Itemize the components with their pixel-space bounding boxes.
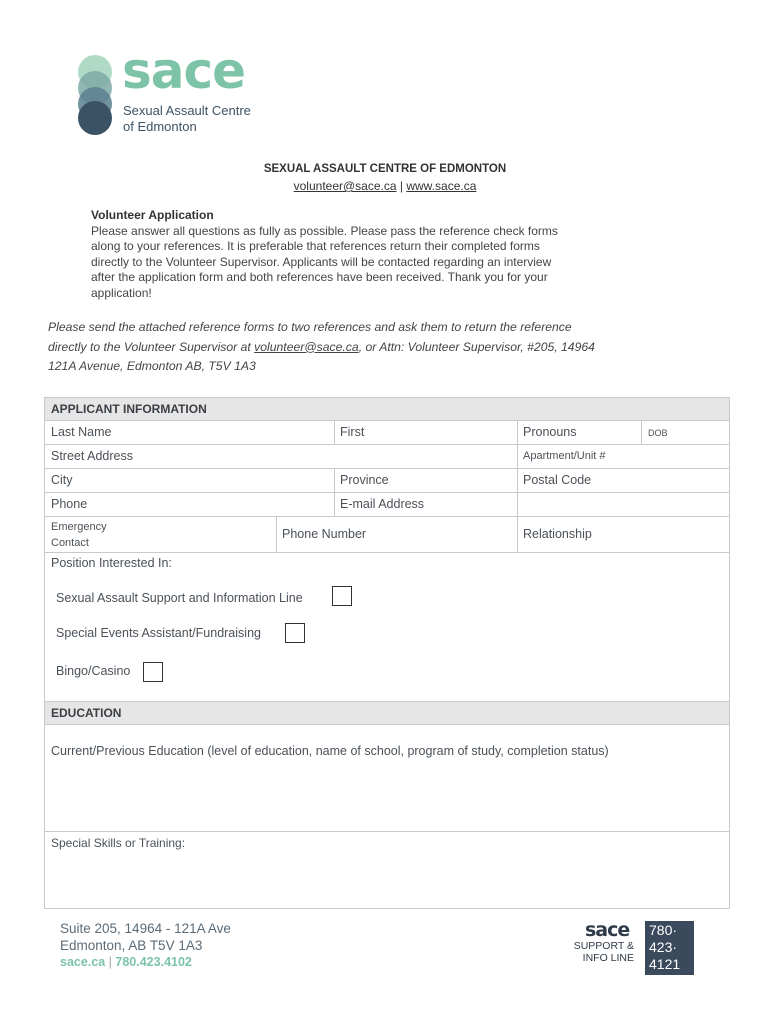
form-title: Volunteer Application [91, 208, 214, 222]
footer-support-label: SUPPORT & INFO LINE [573, 940, 634, 964]
position-option-label: Sexual Assault Support and Information Line [56, 591, 303, 605]
logo-wordmark: sace [122, 42, 246, 100]
apartment-field[interactable]: Apartment/Unit # [523, 450, 606, 462]
intro-paragraph: Volunteer Application Please answer all questions as fully as possible. Please pass the reference check forms along to your references. It is preferable that references return their completed forms directly to the Volunteer Supervisor. Applicants will be contacted regarding an interview after the application form and both references have been received. Thank you for your application! [91, 208, 651, 302]
emergency-phone-field[interactable]: Phone Number [282, 527, 367, 541]
email-field[interactable]: E-mail Address [340, 497, 425, 511]
position-option-label: Bingo/Casino [56, 664, 131, 678]
contact-line: volunteer@sace.ca | www.sace.ca [293, 179, 477, 193]
street-address-field[interactable]: Street Address [51, 449, 133, 463]
bingo-casino-checkbox[interactable] [143, 662, 163, 682]
email-link[interactable]: volunteer@sace.ca [293, 179, 397, 193]
footer-support-number: 780· 423· 4121 [645, 921, 694, 975]
website-link[interactable]: www.sace.ca [406, 179, 477, 193]
last-name-field[interactable]: Last Name [51, 425, 112, 439]
city-field[interactable]: City [51, 473, 73, 487]
phone-field[interactable]: Phone [51, 497, 88, 511]
relationship-field[interactable]: Relationship [523, 527, 592, 541]
first-name-field[interactable]: First [340, 425, 365, 439]
logo-subtitle: Sexual Assault Centre of Edmonton [123, 103, 251, 134]
education-section-header: EDUCATION [45, 702, 729, 725]
position-option-label: Special Events Assistant/Fundraising [56, 626, 261, 640]
special-events-checkbox[interactable] [285, 623, 305, 643]
organization-title: SEXUAL ASSAULT CENTRE OF EDMONTON [263, 163, 507, 175]
education-field[interactable]: Current/Previous Education (level of education, name of school, program of study, completion status) [51, 744, 609, 758]
footer-brand: sace [585, 919, 630, 941]
footer-web-phone: sace.ca | 780.423.4102 [60, 955, 192, 969]
emergency-contact-field[interactable]: Emergency Contact [51, 521, 107, 549]
dob-field[interactable]: DOB [648, 428, 668, 438]
supervisor-email-link[interactable]: volunteer@sace.ca [254, 339, 359, 354]
applicant-section-header: APPLICANT INFORMATION [45, 398, 729, 421]
skills-field[interactable]: Special Skills or Training: [51, 836, 186, 850]
application-form [44, 397, 730, 909]
pronouns-field[interactable]: Pronouns [523, 425, 577, 439]
support-line-checkbox[interactable] [332, 586, 352, 606]
province-field[interactable]: Province [340, 473, 389, 487]
reference-instructions: Please send the attached reference forms to two references and ask them to return the reference directly to the Volunteer Supervisor at volunteer@sace.ca, or Attn: Volunteer Supervisor, #205, 14964 121A Avenue, Edmonton AB, T5V 1A3 [48, 320, 595, 373]
footer-website[interactable]: sace.ca [60, 955, 106, 969]
footer-address: Suite 205, 14964 - 121A Ave Edmonton, AB T5V 1A3 [60, 921, 231, 953]
footer-phone: 780.423.4102 [115, 955, 192, 969]
position-label: Position Interested In: [51, 556, 172, 570]
sace-logo-mark [76, 55, 116, 135]
postal-code-field[interactable]: Postal Code [523, 473, 592, 487]
